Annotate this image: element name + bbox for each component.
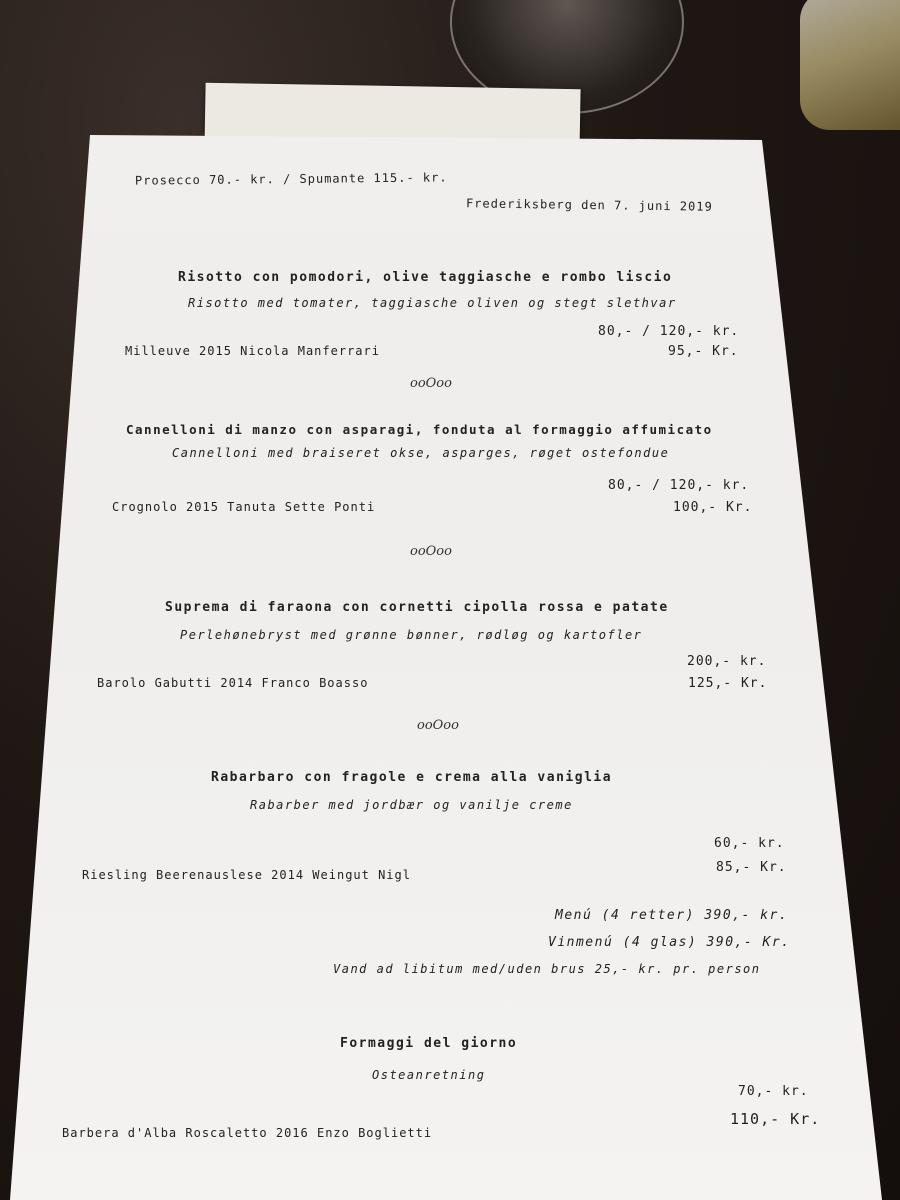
course-1-price: 80,- / 120,- kr.	[598, 324, 740, 339]
course-divider: ooOoo	[410, 376, 452, 391]
cheese-wine: Barbera d'Alba Roscaletto 2016 Enzo Boglietti	[62, 1126, 433, 1140]
course-2-wine: Crognolo 2015 Tanuta Sette Ponti	[112, 500, 376, 514]
water-glass	[800, 0, 900, 130]
course-4-title: Rabarbaro con fragole e crema alla vaniglia	[211, 770, 613, 785]
course-1-title: Risotto con pomodori, olive taggiasche e rombo liscio	[178, 270, 673, 285]
course-2-wine-price: 100,- Kr.	[673, 500, 753, 515]
course-divider: ooOoo	[417, 718, 459, 733]
course-3-wine-price: 125,- Kr.	[688, 676, 768, 691]
cheese-wine-price: 110,- Kr.	[730, 1110, 821, 1128]
wine-menu-price: Vinmenú (4 glas) 390,- Kr.	[548, 935, 791, 950]
course-2-title: Cannelloni di manzo con asparagi, fonduta al formaggio affumicato	[126, 422, 713, 437]
cheese-price: 70,- kr.	[738, 1084, 809, 1099]
course-1-wine: Milleuve 2015 Nicola Manferrari	[125, 344, 380, 358]
course-3-title: Suprema di faraona con cornetti cipolla rossa e patate	[165, 600, 669, 615]
course-4-price: 60,- kr.	[714, 836, 785, 851]
course-1-subtitle: Risotto med tomater, taggiasche oliven og stegt slethvar	[188, 296, 677, 310]
course-4-subtitle: Rabarber med jordbær og vanilje creme	[250, 798, 573, 812]
cheese-subtitle: Osteanretning	[372, 1068, 486, 1082]
course-1-wine-price: 95,- Kr.	[668, 344, 739, 359]
course-3-price: 200,- kr.	[687, 654, 767, 669]
course-divider: ooOoo	[410, 544, 452, 559]
course-4-wine: Riesling Beerenauslese 2014 Weingut Nigl	[82, 868, 411, 882]
water-price: Vand ad libitum med/uden brus 25,- kr. pr. person	[333, 962, 761, 976]
course-4-wine-price: 85,- Kr.	[716, 860, 787, 875]
set-menu-price: Menú (4 retter) 390,- kr.	[555, 908, 789, 923]
date-line: Frederiksberg den 7. juni 2019	[465, 196, 713, 214]
course-2-price: 80,- / 120,- kr.	[608, 478, 750, 493]
aperitif-line: Prosecco 70.- kr. / Spumante 115.- kr.	[134, 170, 448, 188]
course-3-wine: Barolo Gabutti 2014 Franco Boasso	[97, 676, 369, 690]
cheese-title: Formaggi del giorno	[340, 1036, 518, 1051]
course-3-subtitle: Perlehønebryst med grønne bønner, rødløg og kartofler	[180, 628, 643, 642]
course-2-subtitle: Cannelloni med braiseret okse, asparges, røget ostefondue	[172, 446, 670, 460]
